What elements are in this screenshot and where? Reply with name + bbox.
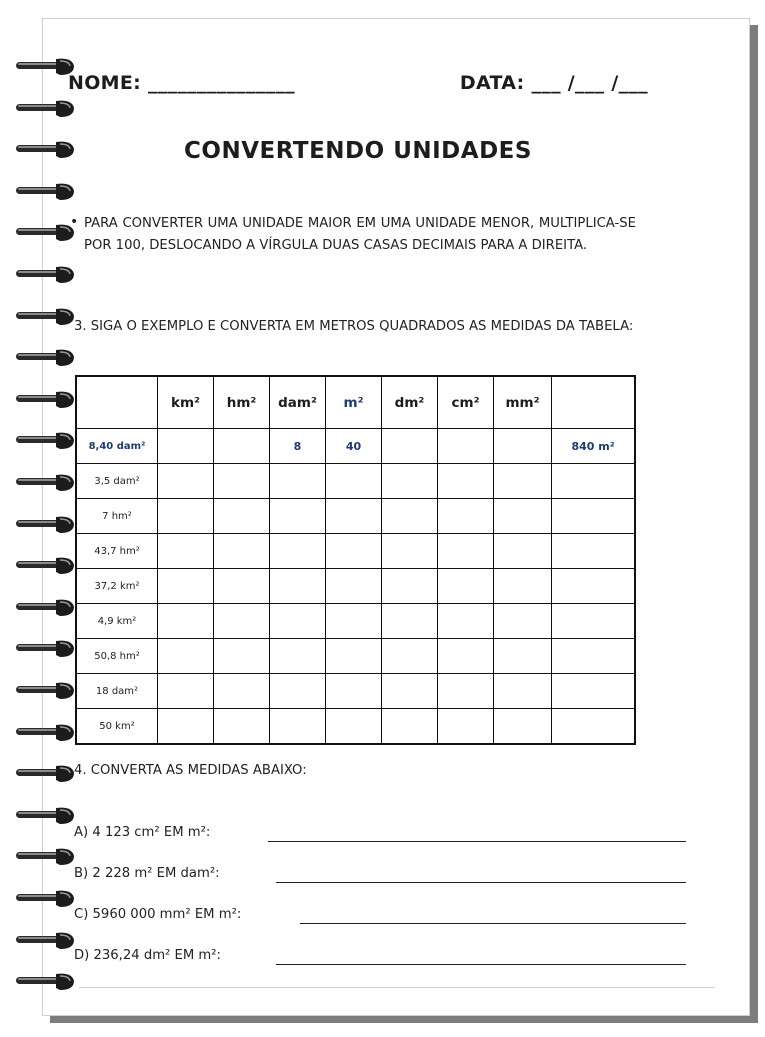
header-cell-dam2: dam² xyxy=(270,376,326,429)
example-dam-cell: 8 xyxy=(270,429,326,464)
table-cell[interactable] xyxy=(438,569,494,604)
table-cell[interactable] xyxy=(552,674,636,709)
spiral-coil-icon xyxy=(16,763,80,785)
table-cell[interactable] xyxy=(270,569,326,604)
table-cell[interactable] xyxy=(158,499,214,534)
conversion-table xyxy=(75,375,636,745)
item-a-label: A) 4 123 cm² EM m²: xyxy=(74,825,211,840)
item-b-label: B) 2 228 m² EM dam²: xyxy=(74,866,220,881)
item-a-answer-line[interactable] xyxy=(268,841,686,842)
table-row xyxy=(76,709,635,745)
table-cell[interactable] xyxy=(214,464,270,499)
spiral-coil-icon xyxy=(16,930,80,952)
table-cell[interactable] xyxy=(214,674,270,709)
question-4-text: 4. CONVERTA AS MEDIDAS ABAIXO: xyxy=(74,763,307,778)
table-cell[interactable] xyxy=(552,604,636,639)
table-row xyxy=(76,674,635,709)
spiral-coil-icon xyxy=(16,888,80,910)
table-cell[interactable] xyxy=(158,429,214,464)
table-cell[interactable] xyxy=(214,569,270,604)
header-cell-blank xyxy=(76,376,158,429)
table-row xyxy=(76,569,635,604)
question-3-text: 3. SIGA O EXEMPLO E CONVERTA EM METROS QUADRADOS AS MEDIDAS DA TABELA: xyxy=(74,319,634,334)
header-cell-hm2: hm² xyxy=(214,376,270,429)
table-cell[interactable] xyxy=(214,499,270,534)
spiral-coil-icon xyxy=(16,846,80,868)
header-cell-result xyxy=(552,376,636,429)
spiral-coil-icon xyxy=(16,472,80,494)
table-cell[interactable] xyxy=(214,429,270,464)
table-cell[interactable] xyxy=(214,709,270,745)
table-cell[interactable] xyxy=(382,429,438,464)
table-cell[interactable] xyxy=(494,674,552,709)
table-cell[interactable] xyxy=(438,534,494,569)
spiral-coil-icon xyxy=(16,264,80,286)
table-cell[interactable] xyxy=(158,464,214,499)
table-cell[interactable] xyxy=(494,499,552,534)
page-title: CONVERTENDO UNIDADES xyxy=(184,138,532,164)
table-cell[interactable] xyxy=(382,604,438,639)
table-row xyxy=(76,464,635,499)
table-cell[interactable] xyxy=(552,534,636,569)
table-cell[interactable] xyxy=(438,464,494,499)
spiral-coil-icon xyxy=(16,555,80,577)
spiral-coil-icon xyxy=(16,306,80,328)
table-cell[interactable] xyxy=(382,499,438,534)
table-cell[interactable] xyxy=(270,464,326,499)
table-cell[interactable] xyxy=(158,639,214,674)
bullet-icon: • xyxy=(70,214,79,230)
spiral-coil-icon xyxy=(16,389,80,411)
example-label-cell: 8,40 dam² xyxy=(76,429,158,464)
table-cell[interactable] xyxy=(494,639,552,674)
table-cell[interactable] xyxy=(158,604,214,639)
table-cell[interactable] xyxy=(382,464,438,499)
table-cell[interactable] xyxy=(552,464,636,499)
spiral-coil-icon xyxy=(16,638,80,660)
table-cell[interactable] xyxy=(270,709,326,745)
spiral-coil-icon xyxy=(16,514,80,536)
table-cell[interactable] xyxy=(326,709,382,745)
table-cell[interactable] xyxy=(326,499,382,534)
spiral-coil-icon xyxy=(16,430,80,452)
table-row xyxy=(76,604,635,639)
table-cell[interactable] xyxy=(158,569,214,604)
row-label-cell: 7 hm² xyxy=(76,499,158,534)
spiral-coil-icon xyxy=(16,181,80,203)
spiral-coil-icon xyxy=(16,347,80,369)
table-cell[interactable] xyxy=(552,639,636,674)
rule-text: PARA CONVERTER UMA UNIDADE MAIOR EM UMA UNIDADE MENOR, MULTIPLICA-SE POR 100, DESLOCANDO A VÍRGULA DUAS CASAS DECIMAIS PARA A DIREITA. xyxy=(84,216,636,253)
header-cell-km2: km² xyxy=(158,376,214,429)
table-cell[interactable] xyxy=(494,569,552,604)
row-label-cell: 18 dam² xyxy=(76,674,158,709)
row-label-cell: 43,7 hm² xyxy=(76,534,158,569)
table-cell[interactable] xyxy=(270,604,326,639)
table-row xyxy=(76,499,635,534)
item-d-label: D) 236,24 dm² EM m²: xyxy=(74,948,222,963)
table-cell[interactable] xyxy=(326,639,382,674)
header-cell-cm2: cm² xyxy=(438,376,494,429)
item-c-label: C) 5960 000 mm² EM m²: xyxy=(74,907,242,922)
table-cell[interactable] xyxy=(326,674,382,709)
table-cell[interactable] xyxy=(326,464,382,499)
table-cell[interactable] xyxy=(382,569,438,604)
table-header-row xyxy=(76,376,635,429)
name-field-label: NOME: _______________ xyxy=(68,72,295,94)
header-cell-m2: m² xyxy=(326,376,382,429)
spiral-coil-icon xyxy=(16,805,80,827)
example-result-cell: 840 m² xyxy=(552,429,636,464)
table-cell[interactable] xyxy=(438,499,494,534)
table-cell[interactable] xyxy=(494,429,552,464)
spiral-coil-icon xyxy=(16,597,80,619)
table-cell[interactable] xyxy=(214,534,270,569)
table-cell[interactable] xyxy=(158,709,214,745)
table-cell[interactable] xyxy=(326,534,382,569)
table-cell[interactable] xyxy=(438,429,494,464)
row-label-cell: 50 km² xyxy=(76,709,158,745)
table-cell[interactable] xyxy=(552,499,636,534)
table-cell[interactable] xyxy=(214,639,270,674)
table-cell[interactable] xyxy=(158,534,214,569)
spiral-coil-icon xyxy=(16,722,80,744)
table-cell[interactable] xyxy=(270,534,326,569)
table-cell[interactable] xyxy=(382,674,438,709)
table-cell[interactable] xyxy=(270,499,326,534)
bottom-divider xyxy=(79,987,715,988)
table-cell[interactable] xyxy=(494,464,552,499)
spiral-coil-icon xyxy=(16,971,80,993)
header-row xyxy=(68,72,648,102)
item-c-answer-line[interactable] xyxy=(300,923,686,924)
date-field-label: DATA: ___ /___ /___ xyxy=(459,72,648,94)
table-cell[interactable] xyxy=(438,639,494,674)
table-cell[interactable] xyxy=(158,674,214,709)
table-cell[interactable] xyxy=(382,709,438,745)
header-cell-dm2: dm² xyxy=(382,376,438,429)
table-row xyxy=(76,534,635,569)
row-label-cell: 50,8 hm² xyxy=(76,639,158,674)
row-label-cell: 4,9 km² xyxy=(76,604,158,639)
table-cell[interactable] xyxy=(552,569,636,604)
row-label-cell: 37,2 km² xyxy=(76,569,158,604)
example-m-cell: 40 xyxy=(326,429,382,464)
table-cell[interactable] xyxy=(382,534,438,569)
row-label-cell: 3,5 dam² xyxy=(76,464,158,499)
table-cell[interactable] xyxy=(438,674,494,709)
table-cell[interactable] xyxy=(326,569,382,604)
table-cell[interactable] xyxy=(552,709,636,745)
table-cell[interactable] xyxy=(438,604,494,639)
table-cell[interactable] xyxy=(270,639,326,674)
table-cell[interactable] xyxy=(214,604,270,639)
table-cell[interactable] xyxy=(382,639,438,674)
spiral-coil-icon xyxy=(16,680,80,702)
header-cell-mm2: mm² xyxy=(494,376,552,429)
table-row xyxy=(76,639,635,674)
table-cell[interactable] xyxy=(326,604,382,639)
table-cell[interactable] xyxy=(438,709,494,745)
table-cell[interactable] xyxy=(494,534,552,569)
table-cell[interactable] xyxy=(494,709,552,745)
table-row-example xyxy=(76,429,635,464)
item-b-answer-line[interactable] xyxy=(276,882,686,883)
table-cell[interactable] xyxy=(270,674,326,709)
table-cell[interactable] xyxy=(494,604,552,639)
item-d-answer-line[interactable] xyxy=(276,964,686,965)
